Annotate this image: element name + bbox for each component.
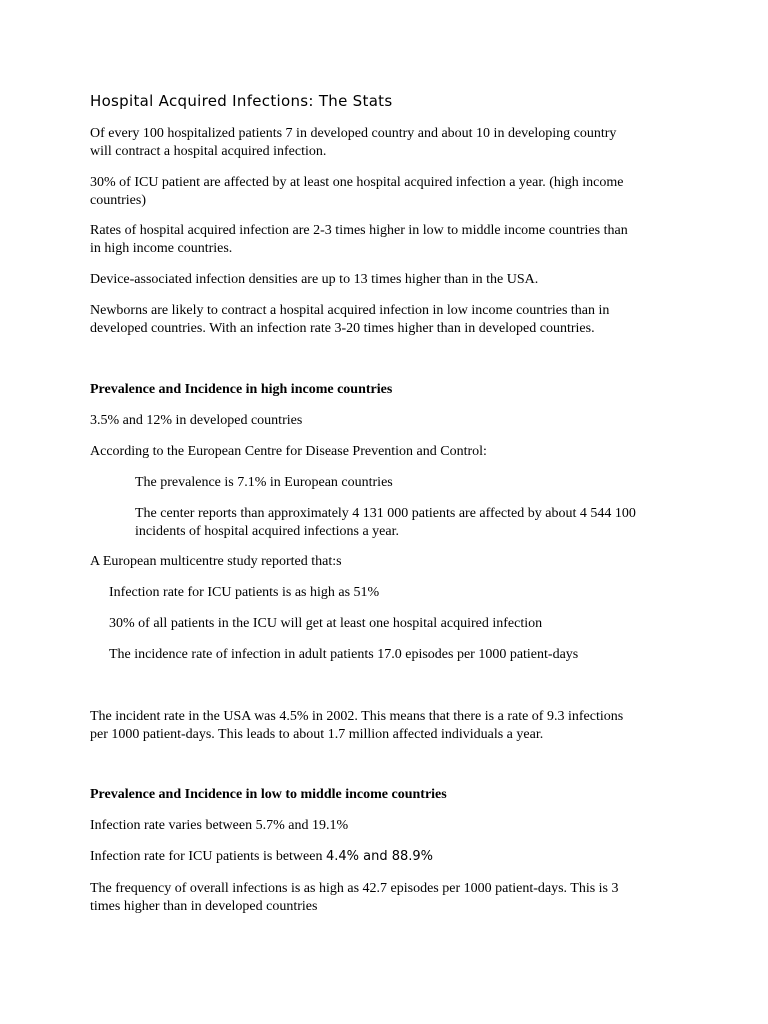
intro-paragraph-1-line-2: will contract a hospital acquired infection. — [90, 144, 327, 159]
intro-paragraph-2-line-1: 30% of ICU patient are affected by at least one hospital acquired infection a year. (high income — [90, 175, 624, 190]
study-item-2: 30% of all patients in the ICU will get at least one hospital acquired infection — [109, 616, 543, 631]
ecdc-patients-line-1: The center reports than approximately 4 131 000 patients are affected by about 4 544 100 — [135, 506, 636, 521]
low-income-icu-rate-values: 4.4% and 88.9% — [325, 849, 434, 864]
low-income-infection-rate: Infection rate varies between 5.7% and 19.1% — [90, 818, 349, 833]
document-title: Hospital Acquired Infections: The Stats — [90, 92, 393, 110]
section-heading-high-income: Prevalence and Incidence in high income countries — [90, 382, 393, 397]
low-income-frequency-line-2: times higher than in developed countries — [90, 899, 318, 914]
intro-paragraph-2-line-2: countries) — [90, 193, 146, 208]
high-income-range: 3.5% and 12% in developed countries — [90, 413, 303, 428]
intro-paragraph-4: Device-associated infection densities are up to 13 times higher than in the USA. — [90, 272, 539, 287]
usa-incidence — [90, 708, 623, 744]
intro-paragraph-5-line-1: Newborns are likely to contract a hospital acquired infection in low income countries than in — [90, 303, 610, 318]
usa-incidence-line-1: The incident rate in the USA was 4.5% in 2002. This means that there is a rate of 9.3 infections — [90, 709, 624, 724]
usa-incidence-line-2: per 1000 patient-days. This leads to about 1.7 million affected individuals a year. — [90, 727, 544, 742]
intro-paragraph-1-line-1: Of every 100 hospitalized patients 7 in developed country and about 10 in developing country — [90, 126, 617, 141]
ecdc-prevalence: The prevalence is 7.1% in European countries — [135, 475, 393, 490]
intro-paragraph-3 — [90, 222, 628, 258]
study-item-1: Infection rate for ICU patients is as high as 51% — [109, 585, 380, 600]
study-item-3: The incidence rate of infection in adult patients 17.0 episodes per 1000 patient-days — [109, 647, 579, 662]
low-income-icu-rate — [90, 848, 433, 866]
intro-paragraph-2 — [90, 174, 623, 210]
intro-paragraph-3-line-1: Rates of hospital acquired infection are 2-3 times higher in low to middle income countries than — [90, 223, 628, 238]
ecdc-patients-line-2: incidents of hospital acquired infections a year. — [135, 524, 399, 539]
low-income-frequency — [90, 880, 619, 916]
ecdc-patients — [135, 505, 636, 541]
ecdc-intro: According to the European Centre for Disease Prevention and Control: — [90, 444, 487, 459]
multicentre-study-intro: A European multicentre study reported that:s — [90, 554, 342, 569]
intro-paragraph-5-line-2: developed countries. With an infection rate 3-20 times higher than in developed countries. — [90, 321, 595, 336]
low-income-icu-rate-text: Infection rate for ICU patients is between — [90, 849, 326, 864]
intro-paragraph-3-line-2: in high income countries. — [90, 241, 233, 256]
low-income-frequency-line-1: The frequency of overall infections is as high as 42.7 episodes per 1000 patient-days. This is 3 — [90, 881, 619, 896]
intro-paragraph-5 — [90, 302, 609, 338]
section-heading-low-middle-income: Prevalence and Incidence in low to middle income countries — [90, 787, 447, 802]
intro-paragraph-1 — [90, 125, 616, 161]
